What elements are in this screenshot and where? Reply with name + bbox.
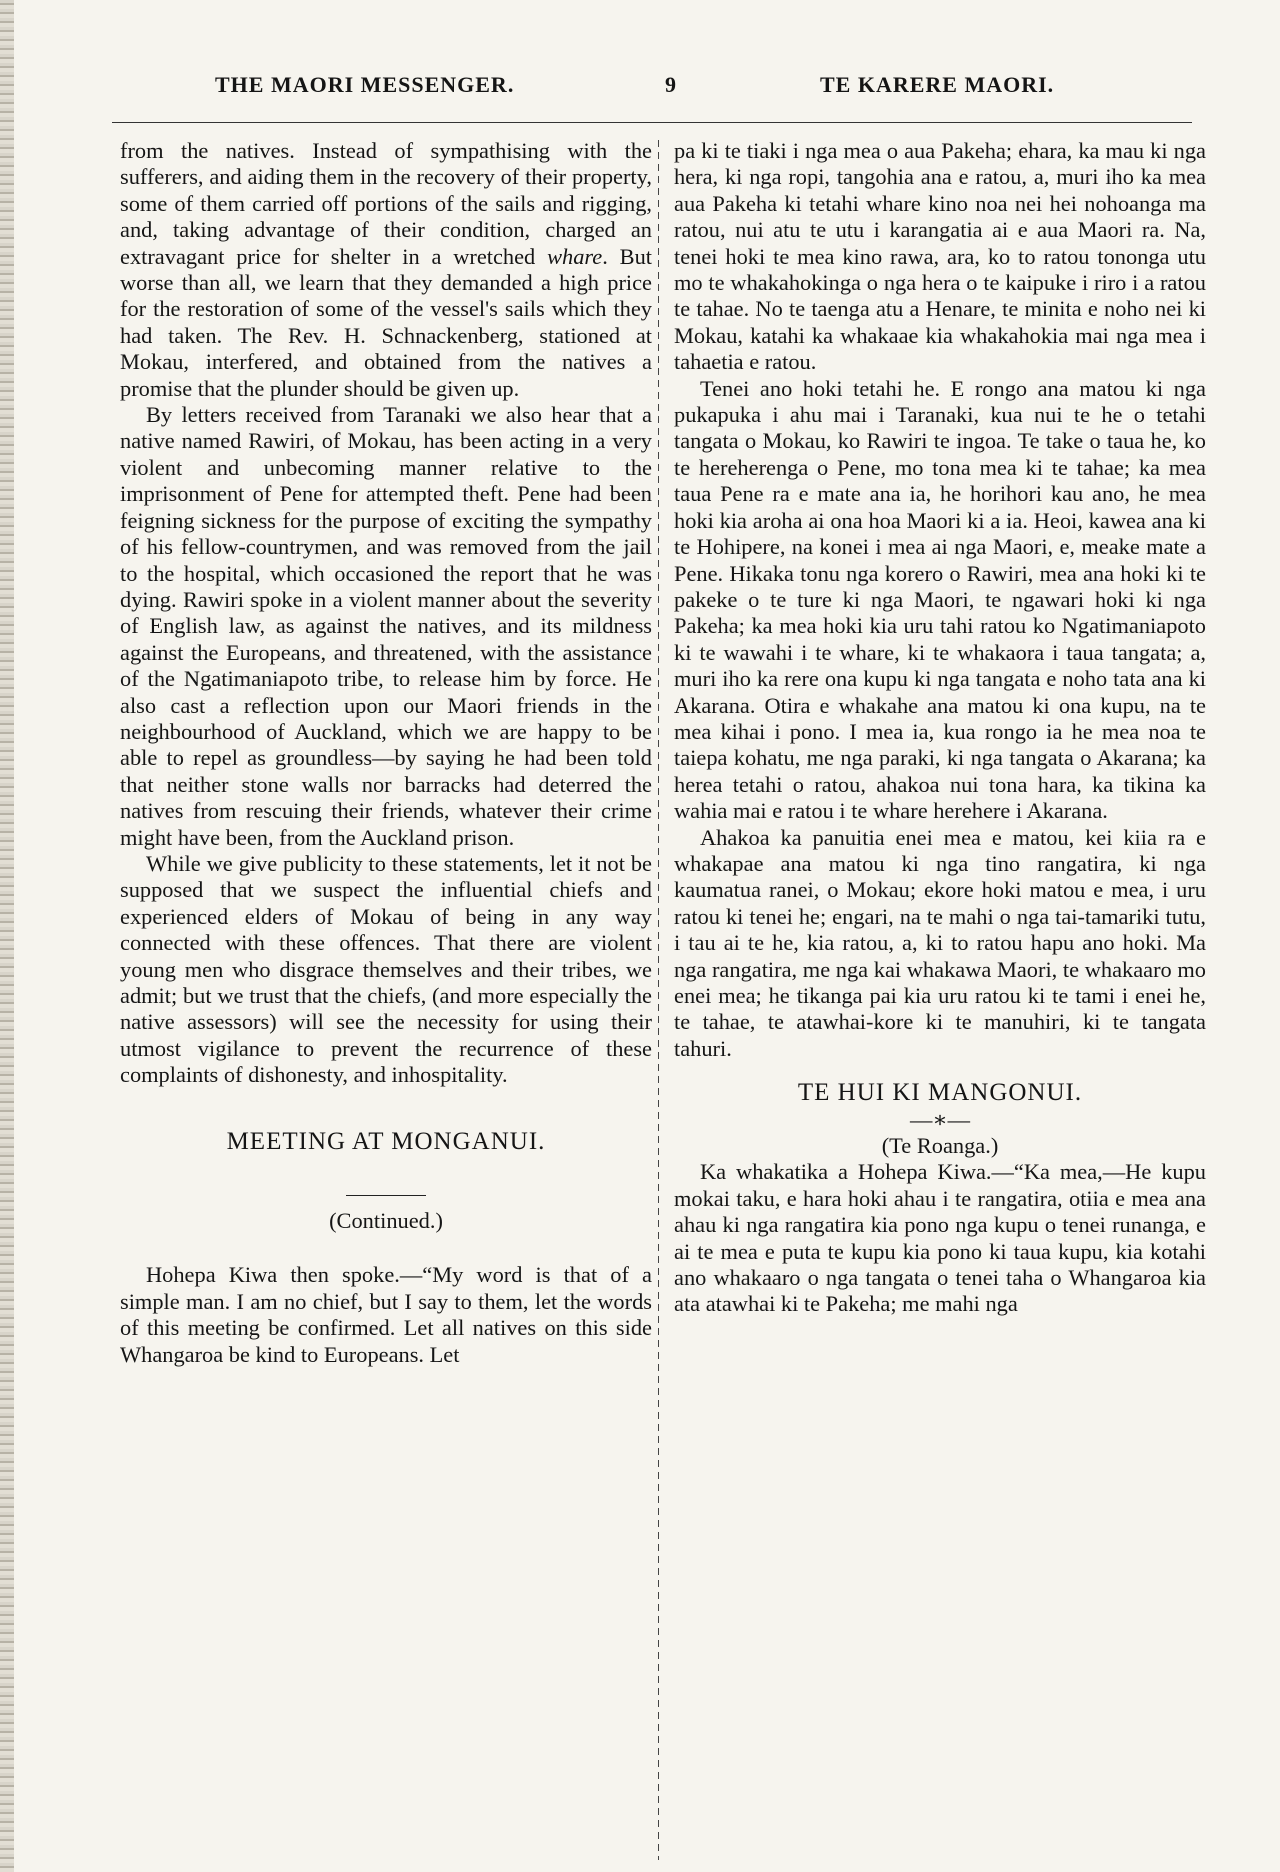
english-column — [120, 138, 652, 1368]
english-paragraph-1: from the natives. Instead of sympathising with the sufferers, and aiding them in the recovery of their property, some of them carried off portions of the sails and rigging, and, taking advantage of their condition, charged an extravagant price for shelter in a wretched whare. But worse than all, we learn that they demanded a high price for the restoration of some of the vessel's sails which they had taken. The Rev. H. Schnackenberg, stationed at Mokau, interfered, and obtained from the natives a promise that the plunder should be given up. — [120, 138, 652, 401]
english-paragraph-4: Hohepa Kiwa then spoke.—“My word is that of a simple man. I am no chief, but I say to them, let the words of this meeting be confirmed. Let all natives on this side Whangaroa be kind to Europeans. Let — [120, 1262, 652, 1367]
maori-continued-label: (Te Roanga.) — [881, 1133, 999, 1159]
star-ornament: —∗— — [910, 1106, 970, 1132]
maori-section-heading: TE HUI KI MANGONUI. — [797, 1079, 1083, 1107]
maori-paragraph-1: pa ki te tiaki i nga mea o aua Pakeha; ehara, ka mau ki nga hera, ki nga ropi, tangohia ana e ratou, a, muri iho ka mea aua Pakeha ki tetahi whare kino noa nei hei nohoanga ma ratou, nui atu te utu i karangatia ai e aua Maori ra. Na, tenei hoki te mea kino rawa, ara, ko to ratou tononga utu mo te whakahokinga o nga hera o te kaipuke i riro i a ratou te tahae. No te taenga atu a Henare, te minita e noho nei ki Mokau, katahi ka whakaae kia whakahokia mai nga mea i tahaetia e ratou. — [674, 138, 1206, 375]
scanned-page-edge — [0, 0, 14, 1872]
emphasis-whare: whare — [547, 243, 603, 269]
header-english-title: THE MAORI MESSENGER. — [215, 72, 515, 97]
header-maori-title: TE KARERE MAORI. — [820, 72, 1055, 97]
english-continued-label: (Continued.) — [329, 1208, 443, 1234]
page-header — [110, 72, 1190, 112]
header-rule — [112, 122, 1192, 123]
maori-column — [674, 138, 1206, 1318]
english-paragraph-3: While we give publicity to these statements, let it not be supposed that we suspect the influential chiefs and experienced elders of Mokau of being in any way connected with these offences. That there are violent young men who disgrace themselves and their tribes, we admit; but we trust that the chiefs, (and more especially the native assessors) will see the necessity for using their utmost vigilance to prevent the recurrence of these complaints of dishonesty, and inhospitality. — [120, 850, 652, 1088]
column-divider — [658, 140, 659, 1860]
maori-paragraph-3: Ahakoa ka panuitia enei mea e matou, kei kiia ra e whakapae ana matou ki nga tino rangatira, ki nga kaumatua ranei, o Mokau; ekore hoki matou e mea, i uru ratou ki tenei he; engari, na te mahi o nga tai-tamariki tutu, i tau ai te he, kia ratou, a, ki to ratou hapu ano hoki. Ma nga rangatira, me nga kai whakawa Maori, te whakaaro mo enei mea; he tikanga pai kia uru ratou ki te tami i enei he, te tahae, te atawhai-kore ki te manuhiri, ki te tangata tahuri. — [674, 824, 1206, 1061]
page-number: 9 — [665, 72, 676, 97]
maori-paragraph-4: Ka whakatika a Hohepa Kiwa.—“Ka mea,—He kupu mokai taku, e hara hoki ahau i te rangatira, otiia e mea ana ahau ki nga rangatira kia pono nga kupu o tenei runanga, e ai te mea e puta te kupu kia pono ki taua kupu, kia kotahi ano whakaaro o nga tangata o tenei taha o Whangaroa kia ata atawhai ki te Pakeha; me mahi nga — [674, 1159, 1206, 1317]
english-section-heading: MEETING AT MONGANUI. — [226, 1127, 546, 1155]
maori-paragraph-2: Tenei ano hoki tetahi he. E rongo ana matou ki nga pukapuka i ahu mai i Taranaki, kua nui te he o tetahi tangata o Mokau, ko Rawiri te ingoa. Te take o taua he, ko te hereherenga o Pene, mo tona mea ki te tahae; ka mea taua Pene ra e mate ana ia, he horihori kau ano, he mea hoki kia aroha ai ona hoa Maori ki a ia. Heoi, kawea ana ki te Hohipere, na konei i mea ai nga Maori, e, meake mate a Pene. Hikaka tonu nga korero o Rawiri, mea ana hoki ki te pakeke o te ture ki nga Maori, te ngawari hoki ki nga Pakeha; ka mea hoki kia uru tahi ratou ko Ngatimaniapoto ki te wawahi i te whare, ki te whakaora i taua tangata; a, muri iho ka rere ona kupu ki nga tangata e noho tata ana ki Akarana. Otira e whakahe ana matou ki ona kupu, na te mea kihai i pono. I mea ia, kua rongo ia he mea noa te taiepa kohatu, me nga paraki, ki nga tangata o Akarana; ka herea tetahi o ratou, ahakoa nui tona hara, ka tikina ka wahia mai e ratou i te whare herehere i Akarana. — [674, 375, 1206, 824]
english-paragraph-2: By letters received from Taranaki we also hear that a native named Rawiri, of Mokau, has been acting in a very violent and unbecoming manner relative to the imprisonment of Pene for attempted theft. Pene had been feigning sickness for the purpose of exciting the sympathy of his fellow-countrymen, and was removed from the jail to the hospital, which occasioned the report that he was dying. Rawiri spoke in a violent manner about the severity of English law, as against the natives, and its mildness against the Europeans, and threatened, with the assistance of the Ngatimaniapoto tribe, to release him by force. He also cast a reflection upon our Maori friends in the neighbourhood of Auckland, which we are happy to be able to repel as groundless—by saying he had been told that neither stone walls nor barracks had deterred the natives from rescuing their friends, whatever their crime might have been, from the Auckland prison. — [120, 402, 652, 850]
